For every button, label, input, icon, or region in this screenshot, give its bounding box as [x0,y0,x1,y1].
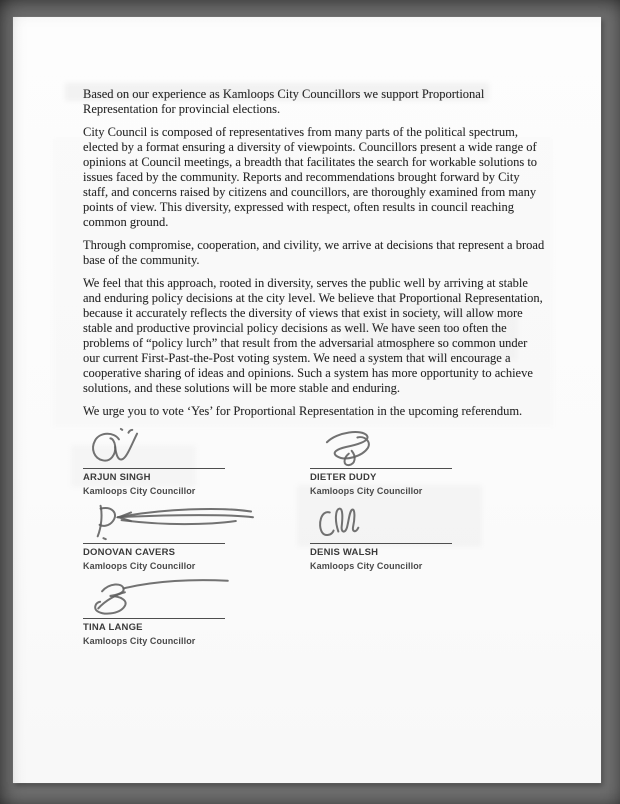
signature-denis-walsh [310,502,460,542]
signer-title: Kamloops City Councillor [83,486,196,496]
letter-paragraph-urge-vote: We urge you to vote ‘Yes’ for Proportional Representation in the upcoming referendum. [83,404,523,418]
letter-paragraph-intro: Based on our experience as Kamloops City Councillors we support Proportional Representation for provincial elections. [83,87,485,116]
letter-body [83,87,545,647]
signature-line [310,543,452,544]
signer-name: TINA LANGE [83,622,143,633]
signature-block-dieter-dudy [310,427,545,497]
letter-page [13,17,601,783]
signature-line [83,468,225,469]
signature-block-arjun-singh [83,427,310,497]
signer-name: DONOVAN CAVERS [83,547,176,558]
signer-title: Kamloops City Councillor [310,561,423,571]
signature-dieter-dudy [310,427,460,467]
signature-tina-lange [83,577,243,617]
signer-title: Kamloops City Councillor [310,486,423,496]
signer-name: DIETER DUDY [310,472,377,483]
signer-title: Kamloops City Councillor [83,561,196,571]
signature-line [310,468,452,469]
signature-donovan-cavers [83,502,261,542]
signer-name: ARJUN SINGH [83,472,151,483]
letter-paragraph-policy: We feel that this approach, rooted in diversity, serves the public well by arriving at stable and enduring policy decisions at the city level. We believe that Proportional Representation, because it accurately reflects the diversity of views that exist in society, will allow more stable and productive provincial policy decisions as well. We have seen too often the problems of “policy lurch” that result from the adversarial atmosphere so common under our current First-Past-the-Post voting system. We need a system that will encourage a cooperative sharing of ideas and opinions. Such a system has more opportunity to achieve solutions, and these solutions will be more stable and enduring. [83,276,543,395]
signature-block-tina-lange [83,577,310,647]
signature-line [83,543,225,544]
signature-grid-spacer [310,577,545,647]
signature-line [83,618,225,619]
signer-name: DENIS WALSH [310,547,379,558]
letter-paragraph-compromise: Through compromise, cooperation, and civility, we arrive at decisions that represent a broad base of the community. [83,238,545,267]
signature-arjun-singh [83,427,233,467]
signature-block-donovan-cavers [83,502,310,572]
signer-title: Kamloops City Councillor [83,636,196,646]
signature-section [83,427,545,647]
signature-block-denis-walsh [310,502,545,572]
letter-paragraph-council-diversity: City Council is composed of representatives from many parts of the political spectrum, elected by a format ensuring a diversity of viewpoints. Councillors present a wide range of opinions at Council meetings, a breadth that facilitates the search for workable solutions to issues faced by the community. Reports and recommendations brought forward by City staff, and concerns raised by citizens and councillors, are thoroughly examined from many points of view. This diversity, expressed with respect, often results in council reaching common ground. [83,125,538,229]
